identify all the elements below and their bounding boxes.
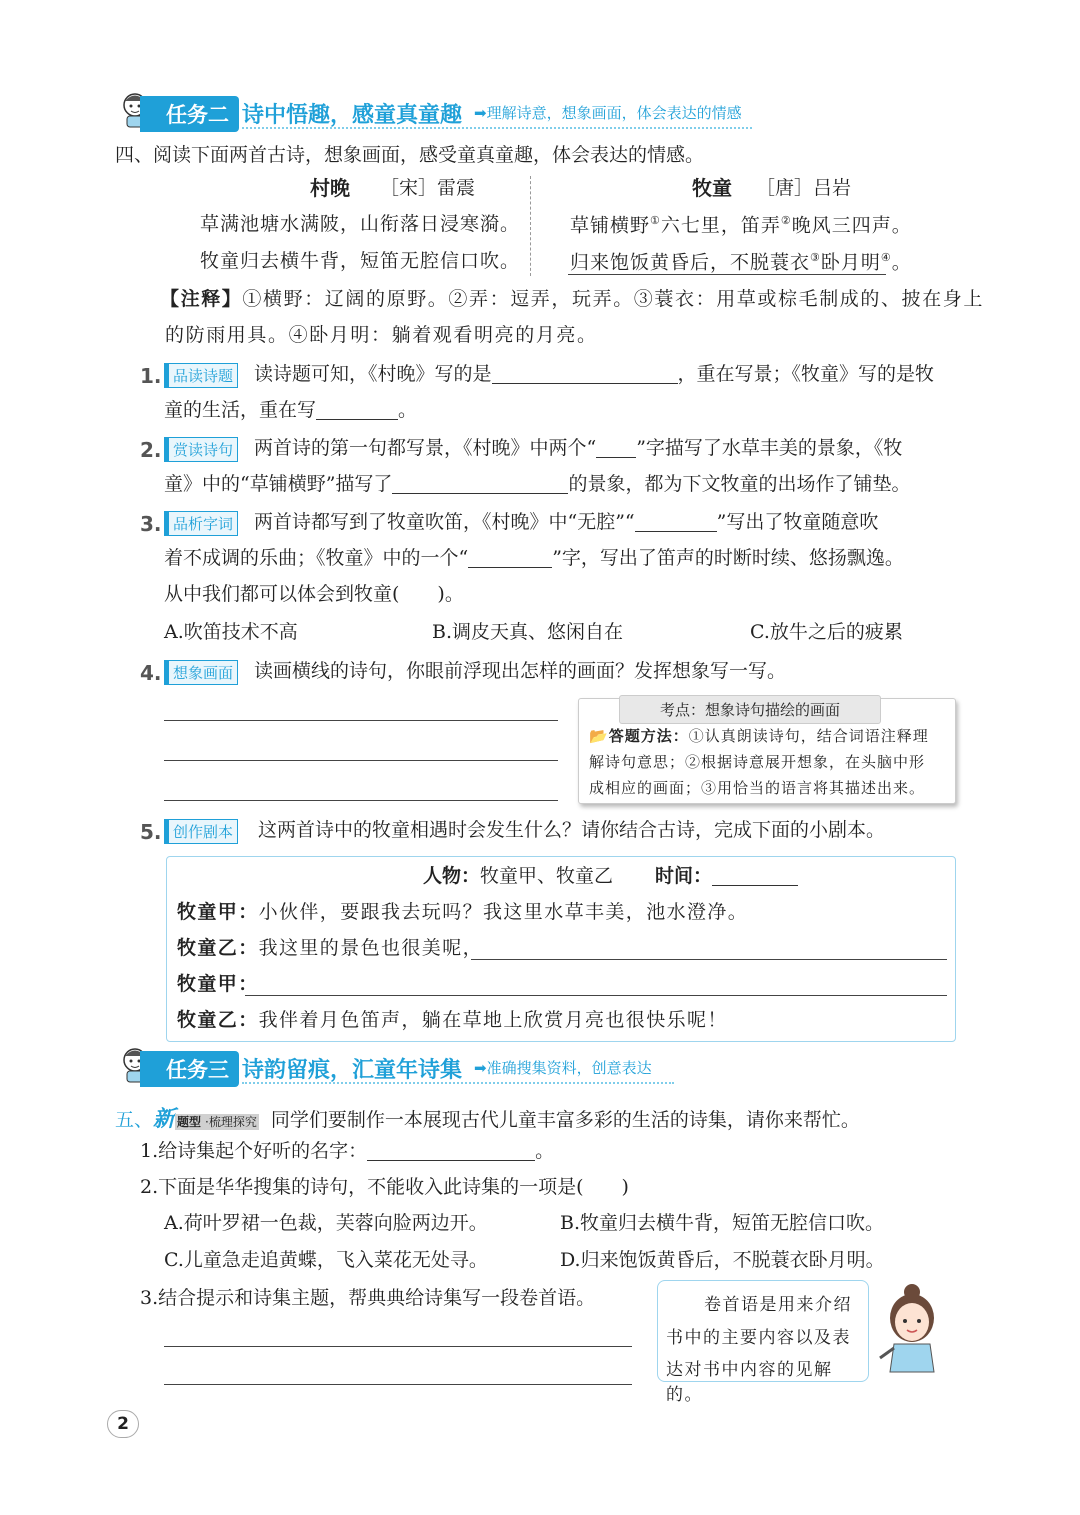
q4-answer-line-3[interactable]	[164, 800, 558, 801]
q3-blank-1[interactable]	[635, 513, 717, 532]
hint-bubble	[657, 1280, 869, 1405]
q3-blank-2[interactable]	[468, 549, 552, 568]
q4-method-line1: 📂答题方法：①认真朗读诗句，结合词语注释理	[589, 727, 929, 745]
section5-heading: 五、新 题型 ·梳理探究 同学们要制作一本展现古代儿童丰富多彩的生活的诗集，请你来帮忙。	[115, 1107, 860, 1132]
folder-icon: 📂	[589, 727, 609, 745]
bubble-line3: 达对书中内容的见解的。	[666, 1360, 833, 1405]
q1-line2: 童的生活，重在写 。	[164, 399, 418, 421]
q4-tag: 想象画面	[164, 660, 238, 685]
q2-number: 2.	[140, 438, 162, 462]
script-line-4: 牧童乙：我伴着月色笛声，躺在草地上欣赏月亮也很快乐呢！	[177, 1009, 728, 1031]
task3-title: 诗韵留痕，汇童年诗集	[242, 1058, 463, 1083]
q2-blank-2[interactable]	[392, 475, 568, 494]
poem2-author: ［唐］吕岩	[756, 177, 852, 199]
q2-line1: 两首诗的第一句都写景，《村晚》中两个“ ”字描写了水草丰美的景象，《牧	[254, 437, 903, 459]
task2-title: 诗中悟趣，感童真童趣	[242, 103, 463, 128]
poem2-line2: 归来饱饭黄昏后，不脱蓑衣③卧月明④。	[570, 251, 912, 274]
q3-option-b[interactable]: B.调皮天真、悠闲自在	[432, 621, 624, 643]
q4-heading: 四、阅读下面两首古诗，想象画面，感受童真童趣，体会表达的情感。	[115, 144, 705, 166]
poem1-author: ［宋］雷震	[380, 177, 476, 199]
q3-tag: 品析字词	[164, 511, 238, 536]
q3-option-c[interactable]: C.放牛之后的疲累	[750, 621, 903, 643]
script-line-2-blank[interactable]	[471, 959, 947, 960]
section5-option-b[interactable]: B.牧童归去横牛背，短笛无腔信口吹。	[560, 1212, 885, 1234]
q4-answer-line-2[interactable]	[164, 760, 558, 761]
poetry-name-blank[interactable]	[367, 1142, 535, 1161]
bubble-line1: 卷首语是用来介绍	[704, 1295, 852, 1315]
q1-blank-1[interactable]	[492, 365, 678, 384]
task3-underline	[242, 1082, 674, 1084]
script-box	[166, 856, 956, 1042]
script-line-3: 牧童甲：	[177, 973, 259, 995]
task2-underline	[242, 127, 752, 129]
q5-text: 这两首诗中的牧童相遇时会发生什么？请你结合古诗，完成下面的小剧本。	[258, 819, 886, 841]
task2-subtitle: ➡理解诗意，想象画面，体会表达的情感	[474, 104, 742, 122]
q5-tag: 创作剧本	[164, 819, 238, 844]
task3-subtitle: ➡准确搜集资料，创意表达	[474, 1059, 652, 1077]
q1-line1: 读诗题可知，《村晚》写的是 ，重在写景；《牧童》写的是牧	[254, 363, 935, 385]
page-number: 2	[107, 1410, 139, 1438]
task2-label: 任务二	[140, 96, 239, 132]
q1-blank-2[interactable]	[316, 401, 398, 420]
section5-option-d[interactable]: D.归来饱饭黄昏后，不脱蓑衣卧月明。	[560, 1249, 885, 1271]
script-line-2: 牧童乙：我这里的景色也很美呢，	[177, 937, 484, 959]
notes-line1: 【注释】①横野：辽阔的原野。②弄：逗弄，玩弄。③蓑衣：用草或棕毛制成的、披在身上	[160, 288, 985, 310]
girl-illustration-icon	[872, 1284, 952, 1374]
poem1-title: 村晚	[310, 176, 350, 200]
poem1-line1: 草满池塘水满陂，山衔落日浸寒漪。	[200, 213, 521, 235]
section5-s1: 1.给诗集起个好听的名字： 。	[140, 1140, 555, 1162]
q3-line1: 两首诗都写到了牧童吹笛，《村晚》中“无腔”“ ”写出了牧童随意吹	[254, 511, 879, 533]
section5-option-a[interactable]: A.荷叶罗裙一色裁，芙蓉向脸两边开。	[164, 1212, 488, 1234]
notes-line2: 的防雨用具。④卧月明：躺着观看明亮的月亮。	[165, 324, 598, 346]
q3-line2: 着不成调的乐曲；《牧童》中的一个“ ”字，写出了笛声的时断时续、悠扬飘逸。	[164, 547, 904, 569]
poem-divider	[530, 176, 531, 276]
q4-method-line3: 成相应的画面；③用恰当的语言将其描述出来。	[589, 779, 926, 797]
section5-option-c[interactable]: C.儿童急走追黄蝶，飞入菜花无处寻。	[164, 1249, 488, 1271]
q3-number: 3.	[140, 512, 162, 536]
preface-answer-line-1[interactable]	[164, 1346, 632, 1347]
q1-number: 1.	[140, 364, 162, 388]
bubble-line2: 书中的主要内容以及表	[666, 1328, 851, 1348]
q4-number: 4.	[140, 661, 162, 685]
task2-banner	[118, 92, 758, 132]
poem2-line2-underline	[568, 274, 886, 275]
q4-kaodian: 考点：想象诗句描绘的画面	[619, 695, 881, 724]
script-characters: 人物：牧童甲、牧童乙	[423, 865, 614, 887]
q3-option-a[interactable]: A.吹笛技术不高	[164, 621, 298, 643]
preface-answer-line-2[interactable]	[164, 1384, 632, 1385]
poem2-line1: 草铺横野①六七里，笛弄②晚风三四声。	[570, 214, 912, 237]
q3-line3: 从中我们都可以体会到牧童( )。	[164, 583, 464, 605]
q1-tag: 品读诗题	[164, 363, 238, 388]
section5-s3: 3.结合提示和诗集主题，帮典典给诗集写一段卷首语。	[140, 1287, 596, 1309]
q2-blank-1[interactable]	[596, 439, 636, 458]
q4-text: 读画横线的诗句，你眼前浮现出怎样的画面？发挥想象写一写。	[254, 660, 787, 682]
q4-answer-line-1[interactable]	[164, 720, 558, 721]
poem1-line2: 牧童归去横牛背，短笛无腔信口吹。	[200, 250, 521, 272]
q4-hint-box	[578, 698, 956, 804]
poem2-title: 牧童	[692, 176, 732, 200]
script-line-3-blank[interactable]	[245, 995, 947, 996]
script-time: 时间：	[655, 867, 798, 886]
q4-heading-num-color	[115, 140, 137, 162]
script-time-blank[interactable]	[712, 867, 798, 886]
q4-method-line2: 解诗句意思；②根据诗意展开想象，在头脑中形	[589, 753, 926, 771]
q2-line2: 童》中的“草铺横野”描写了 的景象，都为下文牧童的出场作了铺垫。	[164, 473, 911, 495]
task3-label: 任务三	[140, 1051, 239, 1087]
section5-s2: 2.下面是华华搜集的诗句，不能收入此诗集的一项是( )	[140, 1176, 629, 1198]
script-line-1: 牧童甲：小伙伴，要跟我去玩吗？我这里水草丰美，池水澄净。	[177, 901, 749, 923]
q5-number: 5.	[140, 820, 162, 844]
q2-tag: 赏读诗句	[164, 437, 238, 462]
task3-banner	[118, 1047, 758, 1087]
